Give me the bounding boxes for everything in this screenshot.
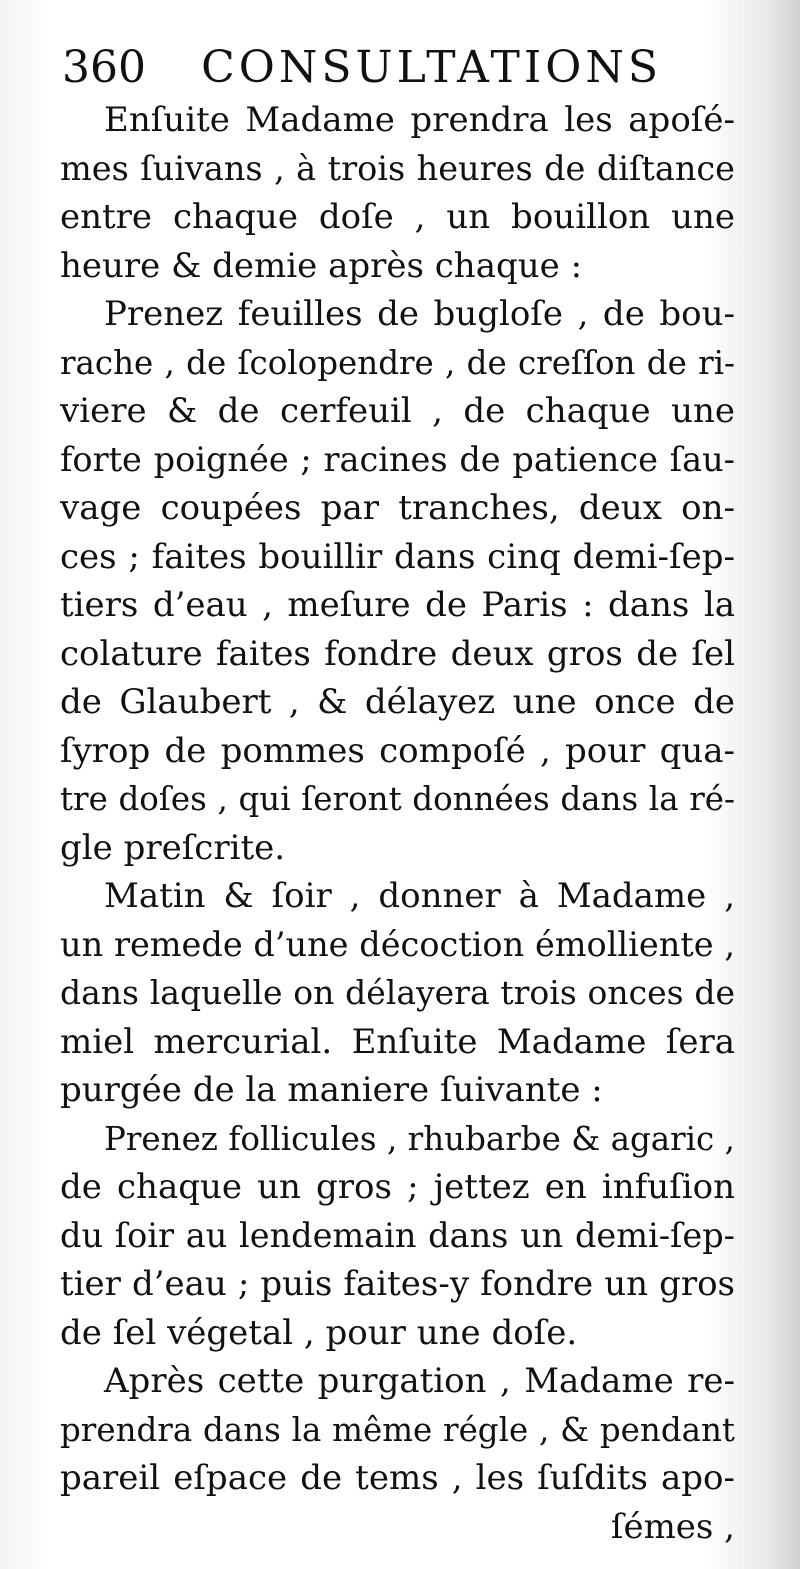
text-line: vage coupées par tranches, deux on- <box>60 488 735 528</box>
text-line: Prenez follicules , rhubarbe & agaric , <box>104 1119 735 1158</box>
text-line: purgée de la maniere ſuivante : <box>60 1070 603 1110</box>
text-line: ſémes , <box>610 1506 735 1547</box>
text-line: prendra dans la même régle , & pendant <box>60 1410 735 1449</box>
text-line: rache , de ſcolopendre , de creſſon de ri- <box>60 343 735 382</box>
text-line: gle preſcrite. <box>60 827 286 868</box>
text-line: tier d’eau ; puis faites-y fondre un gros <box>60 1264 735 1304</box>
text-line: du ſoir au lendemain dans un demi-ſep- <box>60 1215 735 1255</box>
text-line: entre chaque doſe , un bouillon une <box>60 197 735 237</box>
text-line: viere & de cerfeuil , de chaque une <box>60 391 735 431</box>
text-line: heure & demie après chaque : <box>60 245 583 286</box>
text-line: miel mercurial. Enſuite Madame ſera <box>60 1021 735 1062</box>
text-line: de chaque un gros ; jettez en infuſion <box>60 1167 735 1207</box>
page-number: 360 <box>62 42 146 93</box>
text-line: de Glaubert , & délayez une once de <box>60 682 735 722</box>
page-header <box>62 38 662 98</box>
text-line: forte poignée ; racines de patience ſau- <box>60 439 735 479</box>
text-line: ſyrop de pommes compoſé , pour qua- <box>60 730 735 771</box>
body-text <box>60 96 735 1551</box>
text-line: de ſel végetal , pour une doſe. <box>60 1312 578 1353</box>
text-line: tiers d’eau , meſure de Paris : dans la <box>60 585 735 625</box>
text-line: ces ; faites bouillir dans cinq demi-ſep- <box>60 536 735 577</box>
text-line: dans laquelle on délayera trois onces de <box>60 973 735 1012</box>
text-line: colature faites fondre deux gros de ſel <box>60 633 735 674</box>
text-line: Après cette purgation , Madame re- <box>104 1361 735 1401</box>
text-line: pareil eſpace de tems , les ſuſdits apo- <box>60 1458 735 1498</box>
text-line: mes ſuivans , à trois heures de diſtance <box>60 148 735 188</box>
text-line: Prenez feuilles de bugloſe , de bou- <box>104 294 735 334</box>
text-line: Enſuite Madame prendra les apoſé- <box>104 100 735 140</box>
text-line: un remede d’une décoction émolliente , <box>60 924 735 964</box>
text-line: tre doſes , qui ſeront données dans la ré- <box>60 780 735 818</box>
text-line: Matin & ſoir , donner à Madame , <box>104 876 735 916</box>
running-head: CONSULTATIONS <box>201 42 662 93</box>
